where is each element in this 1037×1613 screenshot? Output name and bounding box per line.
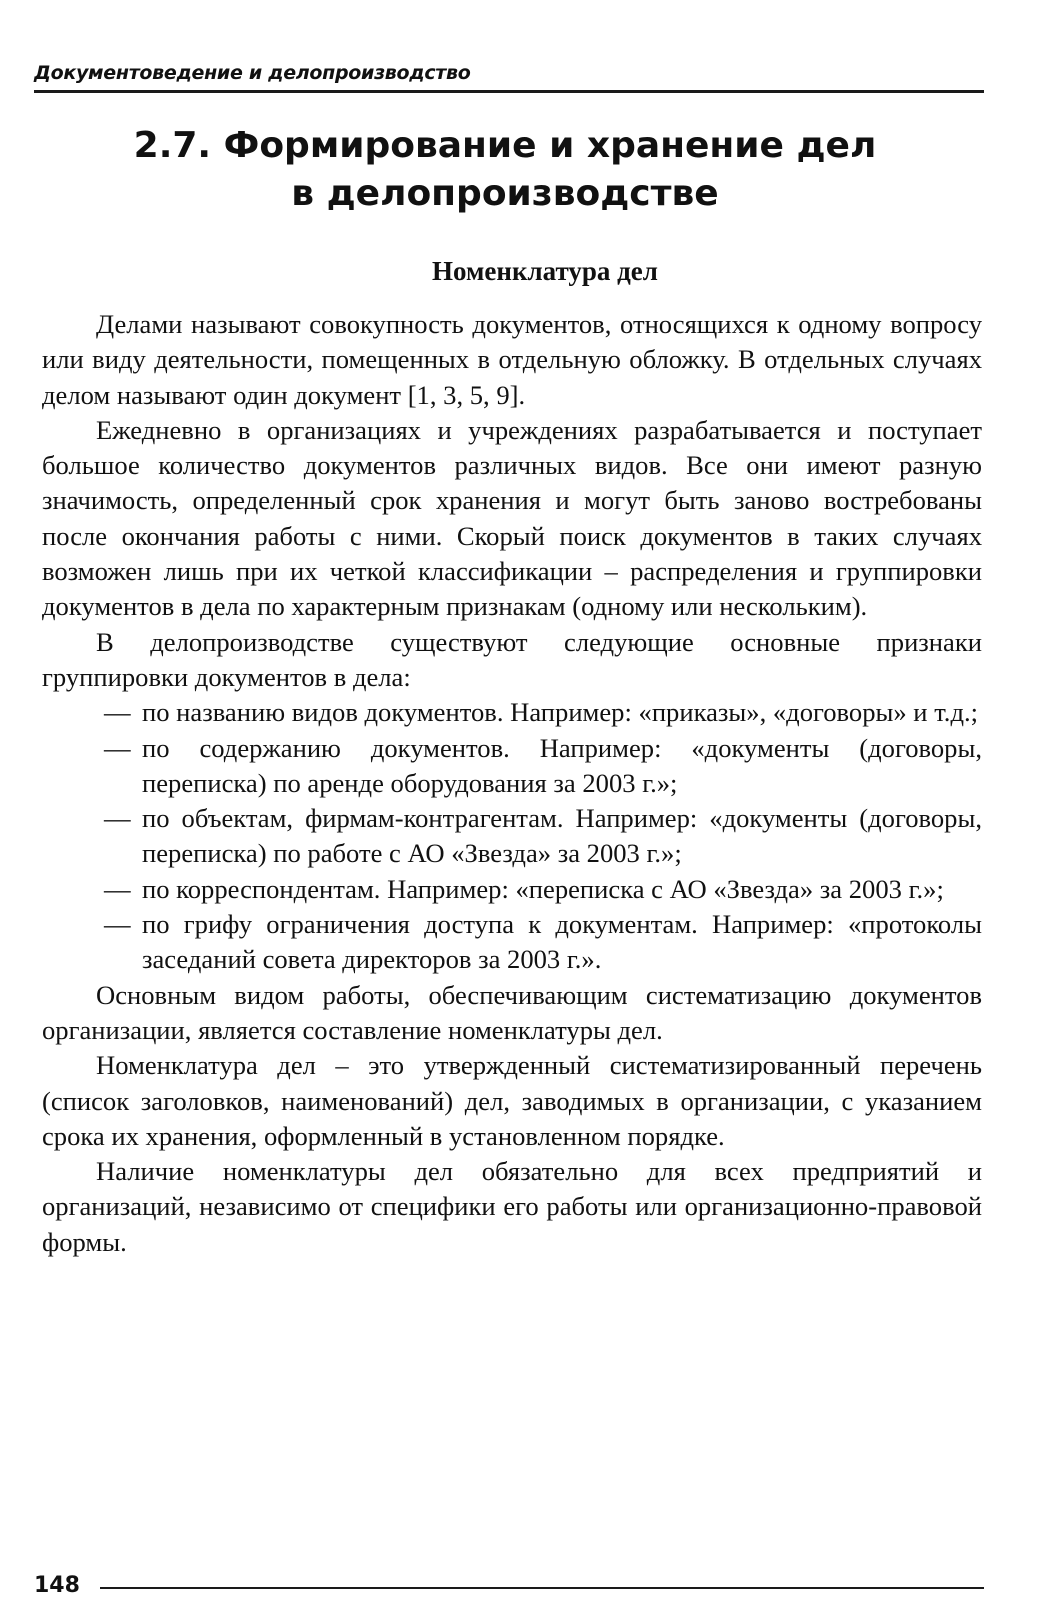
list-item [42, 872, 982, 907]
section-title [0, 122, 1010, 218]
list-item-text: по грифу ограничения доступа к документам. Например: «протоколы заседаний совета директоров за 2003 г.». [142, 909, 982, 975]
paragraph: Ежедневно в организациях и учреждениях разрабатывается и поступает большое количество документов различных видов. Все они имеют разную значимость, определенный срок хранения и могут быть заново востребованы после окончания работы с ними. Скорый поиск документов в таких случаях возможен лишь при их четкой классификации – распределения и группировки документов в дела по характерным признакам (одному или нескольким). [42, 414, 982, 622]
list-item [42, 801, 982, 872]
list-item-text: по объектам, фирмам-контрагентам. Например: «документы (договоры, переписка) по работе с АО «Звезда» за 2003 г.»; [142, 803, 982, 869]
list-dash: — [104, 697, 131, 728]
section-title-line-2: в делопроизводстве [291, 173, 719, 214]
paragraph: Делами называют совокупность документов, относящихся к одному вопросу или виду деятельности, помещенных в отдельную обложку. В отдельных случаях делом называют один документ [1, 3, 5, 9]. [42, 309, 982, 410]
paragraph: Наличие номенклатуры дел обязательно для всех предприятий и организаций, независимо от специфики его работы или организационно-правовой формы. [42, 1156, 982, 1257]
list-dash: — [104, 909, 131, 940]
header-rule [34, 90, 984, 93]
list-item-text: по названию видов документов. Например: «приказы», «договоры» и т.д.; [142, 697, 979, 728]
paragraph: В делопроизводстве существуют следующие основные признаки группировки документов в дела: [42, 626, 982, 692]
list-dash: — [104, 732, 131, 763]
list-item [42, 731, 982, 802]
paragraph: Основным видом работы, обеспечивающим систематизацию документов организации, является составление номенклатуры дел. [42, 979, 982, 1045]
list-dash: — [104, 803, 131, 834]
footer-rule [100, 1587, 984, 1589]
section-title-line-1: 2.7. Формирование и хранение дел [133, 125, 877, 166]
running-head: Документоведение и делопроизводство [34, 62, 471, 84]
list-item [42, 907, 982, 978]
list-item-text: по корреспондентам. Например: «переписка с АО «Звезда» за 2003 г.»; [142, 873, 944, 904]
page-number: 148 [34, 1573, 80, 1598]
list-item [42, 695, 982, 730]
list-dash: — [104, 873, 131, 904]
grouping-criteria-list [42, 695, 982, 977]
subsection-title: Номенклатура дел [432, 256, 658, 286]
paragraph: Номенклатура дел – это утвержденный систематизированный перечень (список заголовков, наименований) дел, заводимых в организации, с указанием срока их хранения, оформленный в установленном порядке. [42, 1050, 982, 1151]
list-item-text: по содержанию документов. Например: «документы (договоры, переписка) по аренде оборудования за 2003 г.»; [142, 732, 982, 798]
body-text [42, 307, 982, 1260]
